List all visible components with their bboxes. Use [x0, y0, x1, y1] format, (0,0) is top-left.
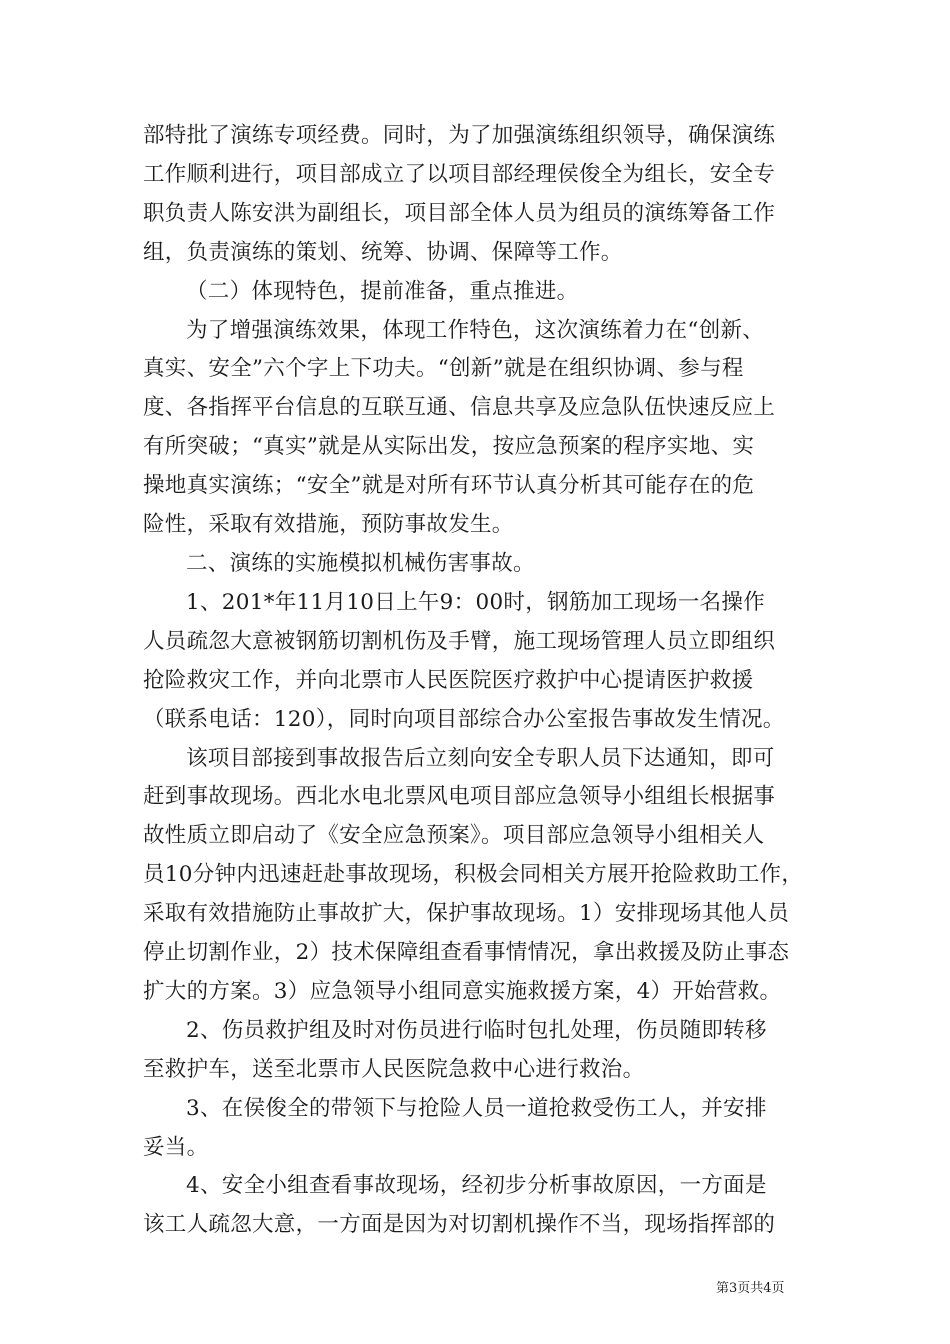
document-body [143, 117, 808, 1245]
text-line: 有所突破；“真实”就是从实际出发，按应急预案的程序实地、实 [143, 434, 755, 460]
text-line: 人员疏忽大意被钢筋切割机伤及手臂，施工现场管理人员立即组织 [143, 628, 776, 654]
paragraph-8 [143, 1090, 808, 1168]
text-line: 真实、安全”六个字上下功夫。“创新”就是在组织协调、参与程 [143, 356, 744, 382]
section-heading-4 [143, 545, 808, 584]
text-line: 至救护车，送至北票市人民医院急救中心进行救治。 [143, 1056, 645, 1082]
text-line: 操地真实演练；“安全”就是对所有环节认真分析其可能存在的危 [143, 473, 755, 499]
text-line: 度、各指挥平台信息的互联互通、信息共享及应急队伍快速反应上 [143, 395, 776, 421]
text-line: 1、201*年11月10日上午9：00时，钢筋加工现场一名操作 [186, 589, 766, 615]
text-line: 部特批了演练专项经费。同时，为了加强演练组织领导，确保演练 [143, 123, 776, 148]
text-line: 妥当。 [143, 1134, 209, 1160]
text-line: （联系电话：120），同时向项目部综合办公室报告事故发生情况。 [143, 706, 785, 732]
text-line: 组，负责演练的策划、统筹、协调、保障等工作。 [143, 239, 623, 265]
section-heading-2 [143, 273, 808, 312]
paragraph-3 [143, 312, 808, 545]
text-line: 2、伤员救护组及时对伤员进行临时包扎处理，伤员随即转移 [186, 1017, 767, 1043]
paragraph-1 [143, 117, 808, 273]
text-line: 故性质立即启动了《安全应急预案》。项目部应急领导小组相关人 [143, 823, 765, 849]
text-line: 3、在侯俊全的带领下与抢险人员一道抢救受伤工人，并安排 [186, 1095, 767, 1121]
text-line: 该工人疏忽大意，一方面是因为对切割机操作不当，现场指挥部的 [143, 1212, 776, 1238]
text-line: 险性，采取有效措施，预防事故发生。 [143, 512, 514, 538]
text-line: 扩大的方案。3）应急领导小组同意实施救援方案，4）开始营救。 [143, 978, 782, 1004]
paragraph-7 [143, 1012, 808, 1090]
text-line: 采取有效措施防止事故扩大，保护事故现场。1）安排现场其他人员 [143, 901, 790, 927]
text-line: （二）体现特色，提前准备，重点推进。 [186, 278, 579, 304]
text-line: 工作顺利进行，项目部成立了以项目部经理侯俊全为组长，安全专 [143, 161, 776, 187]
text-line: 该项目部接到事故报告后立刻向安全专职人员下达通知，即可 [186, 745, 775, 771]
text-line: 二、演练的实施模拟机械伤害事故。 [186, 550, 535, 576]
paragraph-5 [143, 584, 808, 740]
text-line: 赶到事故现场。西北水电北票风电项目部应急领导小组组长根据事 [143, 784, 776, 810]
paragraph-6 [143, 740, 808, 1012]
paragraph-9 [143, 1167, 808, 1245]
text-line: 4、安全小组查看事故现场，经初步分析事故原因，一方面是 [186, 1173, 767, 1199]
text-line: 为了增强演练效果，体现工作特色，这次演练着力在“创新、 [186, 317, 765, 343]
page-number: 第3页共4页 [716, 1281, 785, 1296]
text-line: 职负责人陈安洪为副组长，项目部全体人员为组员的演练筹备工作 [143, 200, 776, 226]
text-line: 员10分钟内迅速赶赴事故现场，积极会同相关方展开抢险救助工作， [143, 862, 804, 888]
text-line: 抢险救灾工作，并向北票市人民医院医疗救护中心提请医护救援 [143, 667, 754, 693]
text-line: 停止切割作业，2）技术保障组查看事情情况，拿出救援及防止事态 [143, 940, 790, 966]
